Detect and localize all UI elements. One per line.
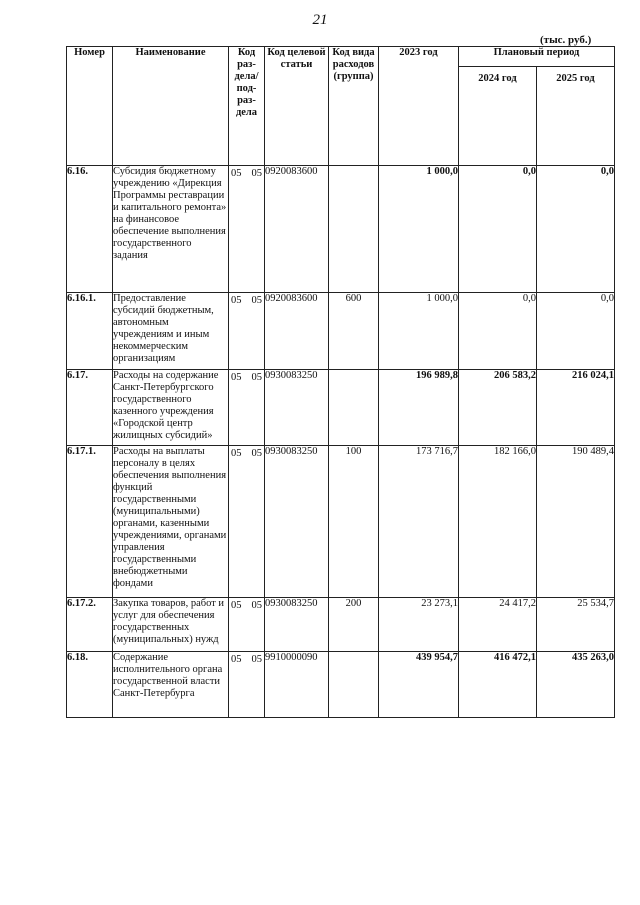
row-amount-2024: 24 417,2 bbox=[459, 598, 537, 652]
budget-table bbox=[66, 46, 615, 718]
row-amount-2023: 439 954,7 bbox=[379, 652, 459, 718]
row-amount-2023: 196 989,8 bbox=[379, 370, 459, 446]
header-number: Номер bbox=[67, 47, 113, 166]
header-name: Наименование bbox=[113, 47, 229, 166]
row-target-code: 0930083250 bbox=[265, 446, 329, 598]
row-amount-2025: 216 024,1 bbox=[537, 370, 615, 446]
row-number: 6.17.1. bbox=[67, 446, 113, 598]
row-target-code: 0930083250 bbox=[265, 598, 329, 652]
row-expense-type: 100 bbox=[329, 446, 379, 598]
section-code-b: 05 bbox=[251, 295, 262, 306]
row-amount-2024: 416 472,1 bbox=[459, 652, 537, 718]
table-row bbox=[67, 652, 615, 718]
row-number: 6.16. bbox=[67, 166, 113, 293]
row-amount-2024: 0,0 bbox=[459, 293, 537, 370]
row-section-code bbox=[229, 293, 265, 370]
header-expense-type: Код вида расходов (группа) bbox=[329, 47, 379, 166]
row-number: 6.17. bbox=[67, 370, 113, 446]
row-expense-type bbox=[329, 166, 379, 293]
section-code-a: 05 bbox=[231, 448, 242, 459]
row-name: Закупка товаров, работ и услуг для обеспечения государственных (муниципальных) нужд bbox=[113, 598, 229, 652]
units-label: (тыс. руб.) bbox=[540, 34, 592, 46]
section-code-b: 05 bbox=[251, 372, 262, 383]
row-amount-2024: 182 166,0 bbox=[459, 446, 537, 598]
row-target-code: 0920083600 bbox=[265, 166, 329, 293]
row-number: 6.18. bbox=[67, 652, 113, 718]
row-number: 6.16.1. bbox=[67, 293, 113, 370]
row-name: Содержание исполнительного органа государственной власти Санкт-Петербурга bbox=[113, 652, 229, 718]
row-amount-2024: 206 583,2 bbox=[459, 370, 537, 446]
header-year-2025: 2025 год bbox=[537, 67, 615, 166]
row-expense-type bbox=[329, 652, 379, 718]
row-expense-type: 200 bbox=[329, 598, 379, 652]
row-amount-2024: 0,0 bbox=[459, 166, 537, 293]
header-section-code: Код раз-дела/ под-раз-дела bbox=[229, 47, 265, 166]
row-target-code: 0930083250 bbox=[265, 370, 329, 446]
section-code-b: 05 bbox=[251, 600, 262, 611]
row-amount-2025: 190 489,4 bbox=[537, 446, 615, 598]
row-name: Расходы на содержание Санкт-Петербургского государственного казенного учреждения «Городской центр жилищных субсидий» bbox=[113, 370, 229, 446]
row-number: 6.17.2. bbox=[67, 598, 113, 652]
section-code-a: 05 bbox=[231, 600, 242, 611]
section-code-b: 05 bbox=[251, 654, 262, 665]
row-expense-type: 600 bbox=[329, 293, 379, 370]
section-code-a: 05 bbox=[231, 372, 242, 383]
row-target-code: 9910000090 bbox=[265, 652, 329, 718]
row-section-code bbox=[229, 652, 265, 718]
table-row bbox=[67, 166, 615, 293]
header-year-2023: 2023 год bbox=[379, 47, 459, 166]
header-plan-period: Плановый период bbox=[459, 47, 615, 67]
row-section-code bbox=[229, 446, 265, 598]
row-amount-2025: 0,0 bbox=[537, 166, 615, 293]
section-code-a: 05 bbox=[231, 168, 242, 179]
row-target-code: 0920083600 bbox=[265, 293, 329, 370]
row-amount-2023: 1 000,0 bbox=[379, 166, 459, 293]
row-name: Предоставление субсидий бюджетным, автономным учреждениям и иным некоммерческим организациям bbox=[113, 293, 229, 370]
section-code-a: 05 bbox=[231, 654, 242, 665]
table-row bbox=[67, 446, 615, 598]
table-row bbox=[67, 370, 615, 446]
table-row bbox=[67, 293, 615, 370]
table-row bbox=[67, 598, 615, 652]
row-amount-2025: 25 534,7 bbox=[537, 598, 615, 652]
row-amount-2025: 0,0 bbox=[537, 293, 615, 370]
row-amount-2025: 435 263,0 bbox=[537, 652, 615, 718]
row-name: Расходы на выплаты персоналу в целях обеспечения выполнения функций государственными (муниципальными) органами, казенными учреждениями, органами управления государственными внебюджетными фондами bbox=[113, 446, 229, 598]
row-section-code bbox=[229, 598, 265, 652]
header-target-code: Код целевой статьи bbox=[265, 47, 329, 166]
row-amount-2023: 23 273,1 bbox=[379, 598, 459, 652]
section-code-b: 05 bbox=[251, 448, 262, 459]
row-section-code bbox=[229, 166, 265, 293]
header-year-2024: 2024 год bbox=[459, 67, 537, 166]
row-name: Субсидия бюджетному учреждению «Дирекция Программы реставрации и капитального ремонта» на финансовое обеспечение выполнения государственного задания bbox=[113, 166, 229, 293]
row-amount-2023: 173 716,7 bbox=[379, 446, 459, 598]
row-section-code bbox=[229, 370, 265, 446]
row-amount-2023: 1 000,0 bbox=[379, 293, 459, 370]
page-number: 21 bbox=[312, 12, 328, 28]
section-code-b: 05 bbox=[251, 168, 262, 179]
section-code-a: 05 bbox=[231, 295, 242, 306]
row-expense-type bbox=[329, 370, 379, 446]
